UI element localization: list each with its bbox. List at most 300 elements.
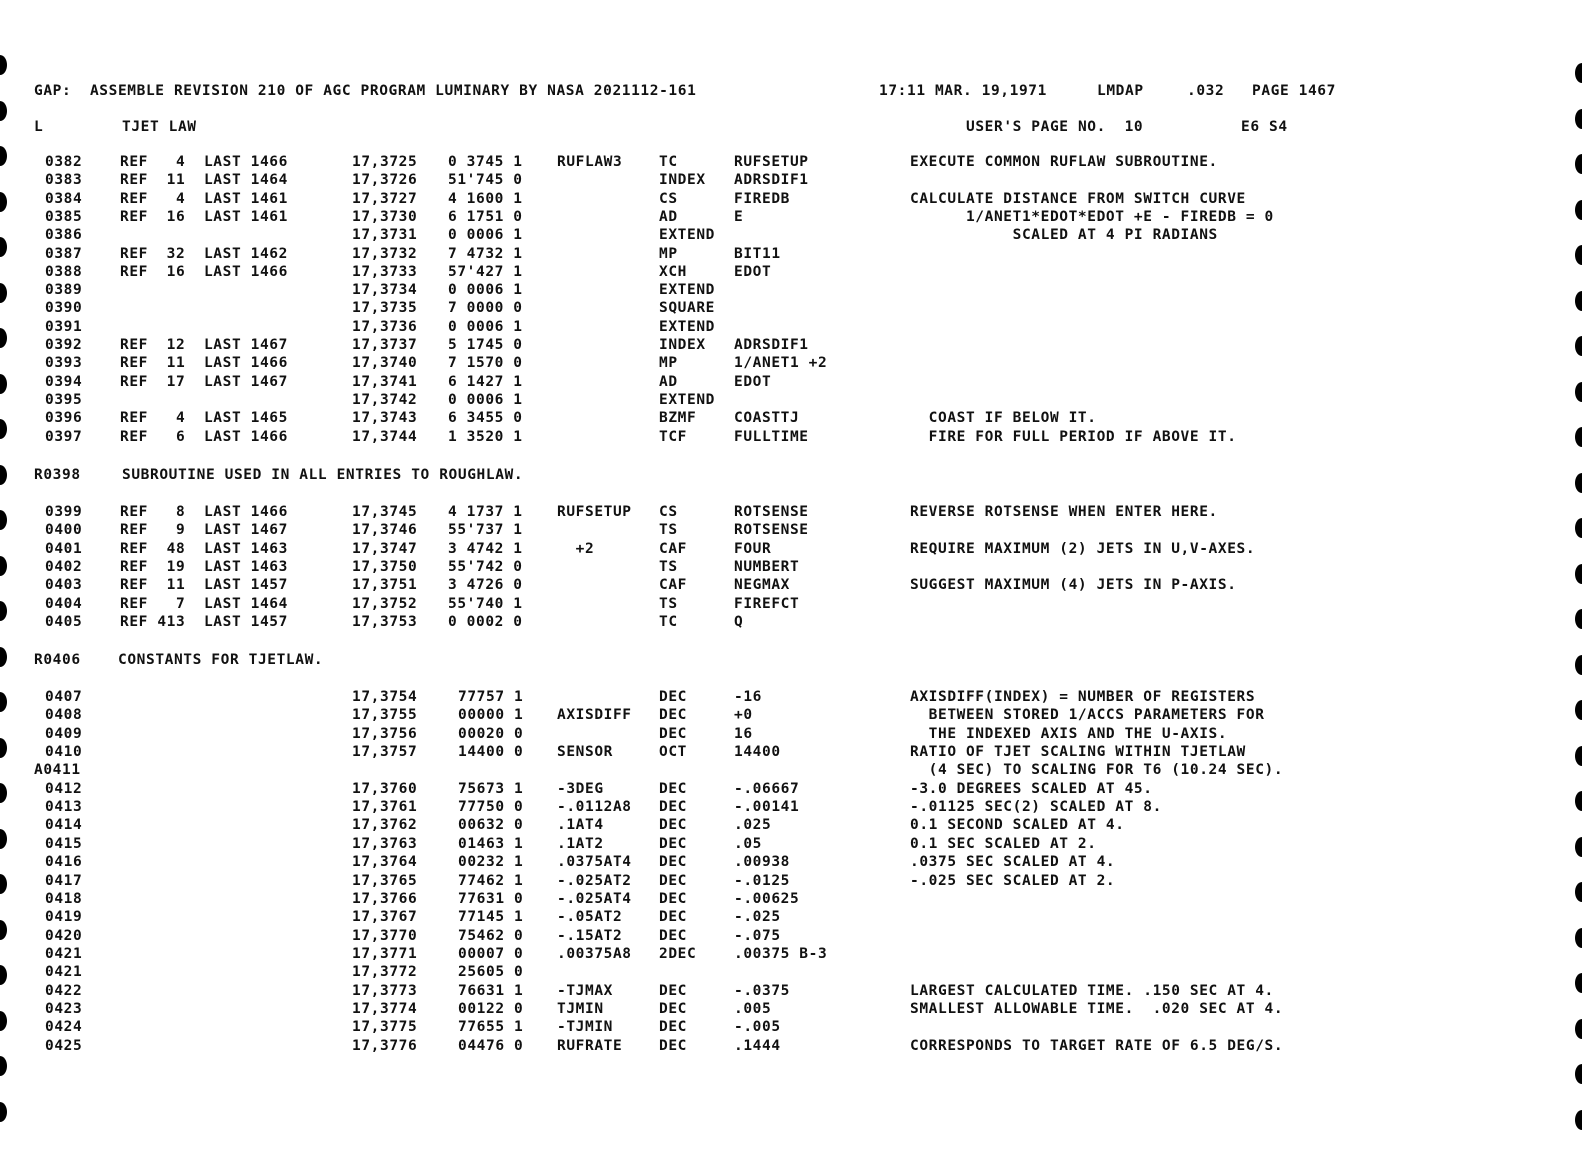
address: 17,3725 xyxy=(352,154,418,170)
opcode: INDEX xyxy=(659,172,706,189)
feed-hole xyxy=(1575,200,1582,220)
line-number: 0401 xyxy=(45,540,83,557)
comment: 1/ANET1*EDOT*EDOT +E - FIREDB = 0 xyxy=(910,208,1274,225)
operand: NEGMAX xyxy=(734,577,790,594)
opcode: EXTEND xyxy=(659,318,715,335)
line-number: 0384 xyxy=(45,190,83,207)
opcode: TS xyxy=(659,522,678,539)
feed-hole xyxy=(0,328,7,348)
ref-info: REF 17 LAST 1467 xyxy=(120,373,288,390)
octal-word: 3 4742 1 xyxy=(448,540,523,557)
line-number: 0418 xyxy=(45,890,83,907)
octal-word: 4 1600 1 xyxy=(448,190,523,207)
address: 17,3762 xyxy=(352,817,418,834)
opcode: DEC xyxy=(659,927,687,944)
line-number: 0400 xyxy=(45,522,83,539)
octal-word: 01463 1 xyxy=(458,835,524,852)
feed-hole xyxy=(1575,1064,1582,1084)
symbol-label: AXISDIFF xyxy=(557,707,632,724)
address: 17,3751 xyxy=(352,577,418,594)
ref-info: REF 19 LAST 1463 xyxy=(120,558,288,575)
ref-info: REF 16 LAST 1466 xyxy=(120,263,288,280)
feed-hole xyxy=(1575,837,1582,857)
octal-word: 6 3455 0 xyxy=(448,410,523,427)
ref-info: REF 48 LAST 1463 xyxy=(120,540,288,557)
line-number: 0387 xyxy=(45,245,83,262)
feed-hole xyxy=(0,874,7,894)
line-number: 0412 xyxy=(45,780,83,797)
opcode: TC xyxy=(659,154,678,170)
operand: 1/ANET1 +2 xyxy=(734,355,828,372)
subheader-marker: L xyxy=(34,119,44,135)
line-number: 0391 xyxy=(45,318,83,335)
ref-info: REF 11 LAST 1466 xyxy=(120,355,288,372)
octal-word: 55'740 1 xyxy=(448,595,523,612)
feed-hole xyxy=(0,738,7,758)
operand: FOUR xyxy=(734,540,772,557)
operand: NUMBERT xyxy=(734,558,800,575)
symbol-label: .1AT2 xyxy=(557,835,604,852)
octal-word: 0 0006 1 xyxy=(448,282,523,299)
feed-hole xyxy=(1575,473,1582,493)
opcode: DEC xyxy=(659,725,687,742)
octal-word: 7 1570 0 xyxy=(448,355,523,372)
opcode: TS xyxy=(659,595,678,612)
address: 17,3742 xyxy=(352,391,418,408)
octal-word: 77757 1 xyxy=(458,689,524,705)
opcode: INDEX xyxy=(659,337,706,353)
operand: FULLTIME xyxy=(734,428,809,445)
octal-word: 77655 1 xyxy=(458,1019,524,1036)
section-title: CONSTANTS FOR TJETLAW. xyxy=(118,652,324,668)
operand: 14400 xyxy=(734,744,781,761)
ref-info: REF 6 LAST 1466 xyxy=(120,428,288,445)
symbol-label: .0375AT4 xyxy=(557,854,632,871)
subheader-title: TJET LAW xyxy=(122,119,197,135)
line-number: 0403 xyxy=(45,577,83,594)
opcode: DEC xyxy=(659,890,687,907)
opcode: DEC xyxy=(659,1019,687,1036)
feed-hole xyxy=(0,146,7,166)
address: 17,3735 xyxy=(352,300,418,317)
address: 17,3753 xyxy=(352,613,418,630)
comment: -.01125 SEC(2) SCALED AT 8. xyxy=(910,799,1162,816)
opcode: 2DEC xyxy=(659,945,697,962)
feed-hole xyxy=(1575,1110,1582,1130)
header-page: PAGE 1467 xyxy=(1252,83,1336,99)
address: 17,3731 xyxy=(352,227,418,244)
address: 17,3756 xyxy=(352,725,418,742)
octal-word: 75462 0 xyxy=(458,927,524,944)
feed-hole xyxy=(0,556,7,576)
symbol-label: -.0112A8 xyxy=(557,799,632,816)
line-number: 0413 xyxy=(45,799,83,816)
octal-word: 14400 0 xyxy=(458,744,524,761)
opcode: EXTEND xyxy=(659,227,715,244)
comment: AXISDIFF(INDEX) = NUMBER OF REGISTERS xyxy=(910,689,1256,705)
feed-hole xyxy=(0,237,7,257)
feed-hole xyxy=(0,647,7,667)
address: 17,3750 xyxy=(352,558,418,575)
comment: SUGGEST MAXIMUM (4) JETS IN P-AXIS. xyxy=(910,577,1237,594)
opcode: DEC xyxy=(659,1037,687,1054)
octal-word: 55'742 0 xyxy=(448,558,523,575)
feed-hole xyxy=(0,1056,7,1076)
operand: BIT11 xyxy=(734,245,781,262)
octal-word: 5 1745 0 xyxy=(448,337,523,353)
line-number: 0395 xyxy=(45,391,83,408)
operand: -.005 xyxy=(734,1019,781,1036)
line-number: 0388 xyxy=(45,263,83,280)
octal-word: 25605 0 xyxy=(458,964,524,981)
address: 17,3757 xyxy=(352,744,418,761)
line-number: 0389 xyxy=(45,282,83,299)
ref-info: REF 8 LAST 1466 xyxy=(120,504,288,520)
operand: FIREFCT xyxy=(734,595,800,612)
symbol-label: -TJMAX xyxy=(557,982,613,999)
feed-hole xyxy=(1575,928,1582,948)
symbol-label: -.05AT2 xyxy=(557,909,623,926)
opcode: CAF xyxy=(659,577,687,594)
line-number: 0421 xyxy=(45,964,83,981)
octal-word: 55'737 1 xyxy=(448,522,523,539)
operand: RUFSETUP xyxy=(734,154,809,170)
symbol-label: RUFSETUP xyxy=(557,504,632,520)
feed-hole xyxy=(0,465,7,485)
feed-hole xyxy=(0,920,7,940)
opcode: DEC xyxy=(659,1000,687,1017)
symbol-label: -.025AT2 xyxy=(557,872,632,889)
address: 17,3747 xyxy=(352,540,418,557)
line-number: 0410 xyxy=(45,744,83,761)
operand: Q xyxy=(734,613,744,630)
octal-word: 0 0006 1 xyxy=(448,227,523,244)
feed-hole xyxy=(0,192,7,212)
feed-hole xyxy=(1575,564,1582,584)
line-number: 0390 xyxy=(45,300,83,317)
symbol-label: .1AT4 xyxy=(557,817,604,834)
line-number: 0416 xyxy=(45,854,83,871)
operand: -.00141 xyxy=(734,799,800,816)
octal-word: 04476 0 xyxy=(458,1037,524,1054)
line-number: 0419 xyxy=(45,909,83,926)
opcode: SQUARE xyxy=(659,300,715,317)
octal-word: 00007 0 xyxy=(458,945,524,962)
operand: .05 xyxy=(734,835,762,852)
address: 17,3775 xyxy=(352,1019,418,1036)
opcode: MP xyxy=(659,245,678,262)
header-program: LMDAP xyxy=(1097,83,1144,99)
operand: +0 xyxy=(734,707,753,724)
octal-word: 75673 1 xyxy=(458,780,524,797)
feed-hole xyxy=(0,510,7,530)
operand: -.00625 xyxy=(734,890,800,907)
operand: ROTSENSE xyxy=(734,522,809,539)
address: 17,3765 xyxy=(352,872,418,889)
opcode: CS xyxy=(659,190,678,207)
line-number: 0417 xyxy=(45,872,83,889)
ref-info: REF 16 LAST 1461 xyxy=(120,208,288,225)
operand: .005 xyxy=(734,1000,772,1017)
opcode: DEC xyxy=(659,982,687,999)
address: 17,3727 xyxy=(352,190,418,207)
line-number: 0397 xyxy=(45,428,83,445)
symbol-label: RUFRATE xyxy=(557,1037,623,1054)
header-date: 17:11 MAR. 19,1971 xyxy=(879,83,1047,99)
address: 17,3734 xyxy=(352,282,418,299)
octal-word: 6 1751 0 xyxy=(448,208,523,225)
operand: FIREDB xyxy=(734,190,790,207)
feed-hole xyxy=(1575,63,1582,83)
feed-hole xyxy=(0,829,7,849)
section-number: R0398 xyxy=(34,467,81,483)
operand: E xyxy=(734,208,744,225)
operand: EDOT xyxy=(734,263,772,280)
feed-hole xyxy=(0,601,7,621)
opcode: TS xyxy=(659,558,678,575)
opcode: DEC xyxy=(659,799,687,816)
line-number: 0409 xyxy=(45,725,83,742)
opcode: CAF xyxy=(659,540,687,557)
operand: -.075 xyxy=(734,927,781,944)
address: 17,3740 xyxy=(352,355,418,372)
address: 17,3736 xyxy=(352,318,418,335)
address: 17,3732 xyxy=(352,245,418,262)
symbol-label: -.025AT4 xyxy=(557,890,632,907)
feed-hole xyxy=(0,374,7,394)
octal-word: 0 3745 1 xyxy=(448,154,523,170)
address: 17,3774 xyxy=(352,1000,418,1017)
address: 17,3746 xyxy=(352,522,418,539)
line-number: 0421 xyxy=(45,945,83,962)
comment: SMALLEST ALLOWABLE TIME. .020 SEC AT 4. xyxy=(910,1000,1284,1017)
opcode: CS xyxy=(659,504,678,520)
opcode: OCT xyxy=(659,744,687,761)
ref-info: REF 413 LAST 1457 xyxy=(120,613,288,630)
address: 17,3776 xyxy=(352,1037,418,1054)
feed-hole xyxy=(1575,973,1582,993)
opcode: DEC xyxy=(659,689,687,705)
comment: 0.1 SEC SCALED AT 2. xyxy=(910,835,1097,852)
octal-word: 3 4726 0 xyxy=(448,577,523,594)
ref-info: REF 11 LAST 1457 xyxy=(120,577,288,594)
operand: .025 xyxy=(734,817,772,834)
feed-hole xyxy=(1575,154,1582,174)
operand: .00375 B-3 xyxy=(734,945,828,962)
line-number: 0386 xyxy=(45,227,83,244)
address: 17,3733 xyxy=(352,263,418,280)
address: 17,3770 xyxy=(352,927,418,944)
comment: RATIO OF TJET SCALING WITHIN TJETLAW xyxy=(910,744,1246,761)
address: 17,3745 xyxy=(352,504,418,520)
operand: ROTSENSE xyxy=(734,504,809,520)
comment: .0375 SEC SCALED AT 4. xyxy=(910,854,1116,871)
line-number: 0420 xyxy=(45,927,83,944)
opcode: DEC xyxy=(659,817,687,834)
operand: COASTTJ xyxy=(734,410,800,427)
symbol-label: -TJMIN xyxy=(557,1019,613,1036)
line-number: 0405 xyxy=(45,613,83,630)
ref-info: REF 4 LAST 1465 xyxy=(120,410,288,427)
symbol-label: TJMIN xyxy=(557,1000,604,1017)
feed-hole xyxy=(1575,382,1582,402)
ref-info: REF 12 LAST 1467 xyxy=(120,337,288,353)
octal-word: 0 0006 1 xyxy=(448,318,523,335)
operand: -16 xyxy=(734,689,762,705)
feed-hole xyxy=(1575,791,1582,811)
opcode: AD xyxy=(659,208,678,225)
line-number: 0424 xyxy=(45,1019,83,1036)
symbol-label: -3DEG xyxy=(557,780,604,797)
feed-hole xyxy=(0,783,7,803)
ref-info: REF 4 LAST 1466 xyxy=(120,154,288,170)
comment: EXECUTE COMMON RUFLAW SUBROUTINE. xyxy=(910,154,1218,170)
line-number: 0414 xyxy=(45,817,83,834)
feed-hole xyxy=(0,965,7,985)
ref-info: REF 7 LAST 1464 xyxy=(120,595,288,612)
comment: FIRE FOR FULL PERIOD IF ABOVE IT. xyxy=(910,428,1237,445)
operand: 16 xyxy=(734,725,753,742)
comment: COAST IF BELOW IT. xyxy=(910,410,1097,427)
address: 17,3744 xyxy=(352,428,418,445)
opcode: BZMF xyxy=(659,410,697,427)
opcode: XCH xyxy=(659,263,687,280)
opcode: MP xyxy=(659,355,678,372)
octal-word: 1 3520 1 xyxy=(448,428,523,445)
feed-hole xyxy=(1575,109,1582,129)
octal-word: 7 4732 1 xyxy=(448,245,523,262)
feed-hole xyxy=(0,1011,7,1031)
ref-info: REF 9 LAST 1467 xyxy=(120,522,288,539)
octal-word: 57'427 1 xyxy=(448,263,523,280)
address: 17,3726 xyxy=(352,172,418,189)
address: 17,3741 xyxy=(352,373,418,390)
octal-word: 51'745 0 xyxy=(448,172,523,189)
octal-word: 77631 0 xyxy=(458,890,524,907)
feed-hole xyxy=(0,419,7,439)
operand: ADRSDIF1 xyxy=(734,172,809,189)
octal-word: 00000 1 xyxy=(458,707,524,724)
address: 17,3760 xyxy=(352,780,418,797)
octal-word: 00020 0 xyxy=(458,725,524,742)
line-number: 0404 xyxy=(45,595,83,612)
comment: REQUIRE MAXIMUM (2) JETS IN U,V-AXES. xyxy=(910,540,1256,557)
address: 17,3771 xyxy=(352,945,418,962)
feed-hole xyxy=(1575,609,1582,629)
comment: REVERSE ROTSENSE WHEN ENTER HERE. xyxy=(910,504,1218,520)
octal-word: 76631 1 xyxy=(458,982,524,999)
comment: CORRESPONDS TO TARGET RATE OF 6.5 DEG/S. xyxy=(910,1037,1284,1054)
feed-hole xyxy=(1575,746,1582,766)
opcode: EXTEND xyxy=(659,282,715,299)
octal-word: 7 0000 0 xyxy=(448,300,523,317)
address: 17,3763 xyxy=(352,835,418,852)
ref-info: REF 32 LAST 1462 xyxy=(120,245,288,262)
line-number: 0383 xyxy=(45,172,83,189)
line-number: 0425 xyxy=(45,1037,83,1054)
address: 17,3773 xyxy=(352,982,418,999)
operand: EDOT xyxy=(734,373,772,390)
operand: .00938 xyxy=(734,854,790,871)
feed-hole xyxy=(1575,291,1582,311)
line-number: 0423 xyxy=(45,1000,83,1017)
address: 17,3754 xyxy=(352,689,418,705)
opcode: EXTEND xyxy=(659,391,715,408)
subheader-code: E6 S4 xyxy=(1241,119,1288,135)
octal-word: 77145 1 xyxy=(458,909,524,926)
feed-hole xyxy=(0,692,7,712)
address: 17,3737 xyxy=(352,337,418,353)
feed-hole xyxy=(1575,427,1582,447)
comment: CALCULATE DISTANCE FROM SWITCH CURVE xyxy=(910,190,1246,207)
subheader-users-page: USER'S PAGE NO. 10 xyxy=(966,119,1144,135)
opcode: TC xyxy=(659,613,678,630)
operand: ADRSDIF1 xyxy=(734,337,809,353)
address: 17,3766 xyxy=(352,890,418,907)
header-title: GAP: ASSEMBLE REVISION 210 OF AGC PROGRAM LUMINARY BY NASA 2021112-161 xyxy=(34,83,697,99)
octal-word: 00122 0 xyxy=(458,1000,524,1017)
feed-hole xyxy=(0,101,7,121)
symbol-label: -.15AT2 xyxy=(557,927,623,944)
section-title: SUBROUTINE USED IN ALL ENTRIES TO ROUGHLAW. xyxy=(122,467,524,483)
feed-hole xyxy=(1575,700,1582,720)
octal-word: 6 1427 1 xyxy=(448,373,523,390)
address: 17,3743 xyxy=(352,410,418,427)
octal-word: 77462 1 xyxy=(458,872,524,889)
feed-hole xyxy=(1575,518,1582,538)
opcode: AD xyxy=(659,373,678,390)
operand: -.0125 xyxy=(734,872,790,889)
line-number: 0402 xyxy=(45,558,83,575)
feed-hole xyxy=(0,283,7,303)
line-number: 0382 xyxy=(45,154,83,170)
octal-word: 00632 0 xyxy=(458,817,524,834)
feed-hole xyxy=(1575,336,1582,356)
octal-word: 77750 0 xyxy=(458,799,524,816)
operand: -.025 xyxy=(734,909,781,926)
address: 17,3761 xyxy=(352,799,418,816)
opcode: DEC xyxy=(659,854,687,871)
address: 17,3764 xyxy=(352,854,418,871)
opcode: DEC xyxy=(659,909,687,926)
feed-hole xyxy=(1575,655,1582,675)
line-number: 0407 xyxy=(45,689,83,705)
operand: -.0375 xyxy=(734,982,790,999)
symbol-label: +2 xyxy=(557,540,595,557)
line-number: 0415 xyxy=(45,835,83,852)
octal-word: 0 0002 0 xyxy=(448,613,523,630)
opcode: DEC xyxy=(659,872,687,889)
comment: SCALED AT 4 PI RADIANS xyxy=(910,227,1218,244)
comment: -.025 SEC SCALED AT 2. xyxy=(910,872,1116,889)
opcode: DEC xyxy=(659,835,687,852)
address: 17,3772 xyxy=(352,964,418,981)
ref-info: REF 11 LAST 1464 xyxy=(120,172,288,189)
comment: BETWEEN STORED 1/ACCS PARAMETERS FOR xyxy=(910,707,1265,724)
octal-word: 4 1737 1 xyxy=(448,504,523,520)
address: 17,3767 xyxy=(352,909,418,926)
symbol-label: RUFLAW3 xyxy=(557,154,623,170)
feed-hole xyxy=(0,55,7,75)
address: 17,3730 xyxy=(352,208,418,225)
octal-word: 00232 1 xyxy=(458,854,524,871)
address: 17,3752 xyxy=(352,595,418,612)
line-number: 0408 xyxy=(45,707,83,724)
opcode: TCF xyxy=(659,428,687,445)
comment: LARGEST CALCULATED TIME. .150 SEC AT 4. xyxy=(910,982,1274,999)
section-number: R0406 xyxy=(34,652,81,668)
opcode: DEC xyxy=(659,780,687,797)
